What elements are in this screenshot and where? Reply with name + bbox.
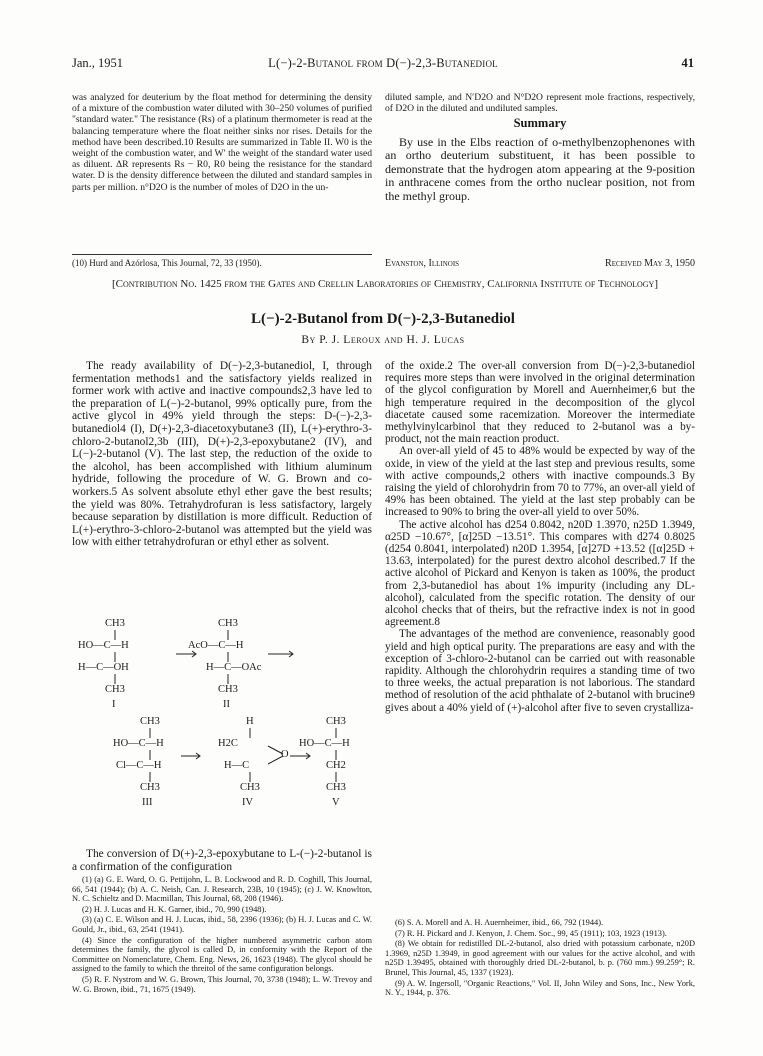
ch3-label: CH3 — [240, 782, 260, 793]
ch3-label: CH3 — [105, 618, 125, 629]
right-footnotes — [385, 918, 695, 999]
running-header — [72, 56, 694, 74]
ch3-label: CH3 — [140, 782, 160, 793]
footnote: (2) H. J. Lucas and H. K. Garner, ibid., 70, 990 (1948). — [82, 904, 267, 914]
header-title: L(−)-2-Butanol from D(−)-2,3-Butanediol — [268, 56, 498, 70]
cl-c-h-label: Cl—C—H — [116, 760, 162, 771]
ch2-label: CH2 — [326, 760, 346, 771]
footnote: (3) (a) C. E. Wilson and H. J. Lucas, ibid., 58, 2396 (1936); (b) H. J. Lucas and C. W. Gould, Jr., ibid., 63, 2541 (1941). — [72, 915, 372, 934]
ch3-label: CH3 — [218, 684, 238, 695]
h-label: H — [246, 716, 254, 727]
ho-c-h-label: HO—C—H — [78, 640, 129, 651]
compound-label-I: I — [112, 699, 116, 710]
left-body — [72, 360, 372, 549]
compound-label-IV: IV — [242, 797, 254, 808]
footnote: (6) S. A. Morell and A. H. Auernheimer, ibid., 66, 792 (1944). — [395, 918, 604, 927]
top-right-column — [385, 92, 695, 204]
footnote: (9) A. W. Ingersoll, "Organic Reactions," Vol. II, John Wiley and Sons, Inc., New York, N. Y., 1944, p. 376. — [385, 978, 695, 998]
left-footnotes — [72, 875, 372, 995]
reaction-bonds — [78, 618, 378, 843]
compound-label-III: III — [142, 797, 153, 808]
ch3-label: CH3 — [140, 716, 160, 727]
left-paragraph-2: The conversion of D(+)-2,3-epoxybutane to L-(−)-2-butanol is a confirmation of the configuration — [72, 848, 372, 873]
left-body-continued — [72, 848, 372, 873]
summary-heading: Summary — [513, 116, 567, 131]
right-paragraph-1: of the oxide.2 The over-all conversion from D(−)-2,3-butanediol requires more steps than were involved in the original determination of the glycol configuration by Morell and Auernheimer,6 but the high temperature required in the decomposition of the glycol diacetate caused some racemization. Moreover the intermediate methylvinylcarbinol that they reduced to 2-butanol was a by-product, not the main reaction product. — [385, 360, 695, 446]
signature-location: Evanston, Illinois — [385, 258, 460, 269]
page-number: 41 — [681, 56, 694, 70]
h-c-oh-label: H—C—OH — [78, 662, 129, 673]
right-paragraph-4: The advantages of the method are convenience, reasonably good yield and high optical purity. The preparations are easy and with the exception of 3-chloro-2-butanol can be carried out with reasonable rapidity. Although the chlorohydrin requires a standing time of two to three weeks, the actual preparation is not laborious. The standard method of resolution of the acid phthalate of 2-butanol with brucine9 gives about a 40% yield of (+)-alcohol after five to seven crystalliza- — [385, 628, 695, 714]
h-c-oac-label: H—C—OAc — [206, 662, 262, 673]
compound-label-II: II — [223, 699, 230, 710]
summary-text: By use in the Elbs reaction of o-methylbenzophenones with an ortho deuterium substituent, it has been possible to demonstrate that the hydrogen atom appearing at the 9-position in anthracene comes from the ortho nuclear position, not from the methyl group. — [385, 134, 695, 203]
ch3-label: CH3 — [326, 716, 346, 727]
right-body — [385, 360, 695, 714]
hc-label: H—C — [224, 760, 250, 771]
right-paragraph-3: The active alcohol has d254 0.8042, n20D 1.3970, n25D 1.3949, α25D −10.67°, [α]25D −13.51°. This compares with d274 0.8025 (d254 0.8041, interpolated) n20D 1.3954, [α]27D +13.52 ([α]25D + 13.63, interpolated) for the purest dextro alcohol described.7 If the active alcohol of Pickard and Kenyon is taken as 100%, the product from 2,3-butanediol has about 1% impurity (including any DL-alcohol), calculated from the specific rotation. The density of our alcohol checks that of theirs, but the refractive index is not in good agreement.8 — [385, 518, 695, 629]
compound-label-V: V — [332, 797, 340, 808]
ho-c-h-label: HO—C—H — [299, 738, 350, 749]
aco-c-h-label: AcO—C—H — [188, 640, 244, 651]
footnote-10: (10) Hurd and Azórlosa, This Journal, 72, 33 (1950). — [72, 258, 262, 268]
reaction-scheme — [78, 618, 378, 843]
h2c-label: H2C — [218, 738, 238, 749]
top-left-column — [72, 92, 372, 193]
footnote-rule — [72, 254, 372, 255]
ch3-label: CH3 — [218, 618, 238, 629]
footnote: (5) R. F. Nystrom and W. G. Brown, This Journal, 70, 3738 (1948); L. W. Trevoy and W. G. Brown, ibid., 71, 1675 (1949). — [72, 974, 372, 994]
top-left-text: was analyzed for deuterium by the float method for determining the density of a mixture of the combustion water diluted with 30–250 volumes of purified "standard water." The resistance (Rs) of a platinum thermometer is read at the balancing temperature where the float neither sinks nor rises. Details for the method have been described.10 Results are summarized in Table II. W0 is the weight of the combustion water, and W′ the weight of the standard water used as diluent. ΔR represents Rs − R0, R0 being the resistance for the standard water. D is the density difference between the diluted and standard samples in parts per million. n°D2O is the number of moles of D2O in the un- — [72, 92, 373, 193]
contribution-note: [Contribution No. 1425 from the Gates and Crellin Laboratories of Chemistry, California Institute of Technology] — [112, 278, 658, 290]
footnote: (8) We obtain for redistilled DL-2-butanol, also dried with potassium carbonate, n20D 1.3969, n25D 1.3949, in good agreement with our values for the active alcohol, and with n25D 1.39495, obtained with thoroughly dried DL-2-butanol, b. p. (760 mm.) 99.259°; R. Brunel, This Journal, 45, 1337 (1923). — [385, 939, 695, 977]
footnote: (7) R. H. Pickard and J. Kenyon, J. Chem. Soc., 99, 45 (1911); 103, 1923 (1913). — [395, 928, 667, 938]
o-label: O — [281, 749, 289, 760]
footnote: (1) (a) G. E. Ward, O. G. Pettijohn, L. B. Lockwood and R. D. Coghill, This Journal, 66, 541 (1944); (b) A. C. Neish, Can. J. Research, 23B, 10 (1945); (c) J. W. Knowlton, N. C. Schieltz and D. Macmillan, This Journal, 68, 208 (1946). — [72, 875, 372, 904]
byline: By P. J. Leroux and H. J. Lucas — [301, 334, 465, 346]
top-right-text: diluted sample, and N′D2O and N°D2O represent mole fractions, respectively, of D2O in the diluted and undiluted samples. — [385, 92, 695, 115]
header-date: Jan., 1951 — [72, 56, 124, 70]
right-paragraph-2: An over-all yield of 45 to 48% would be expected by way of the oxide, in view of the yield at the last step and previous results, some with active compounds,2 others with inactive compounds.3 By raising the yield of chlorohydrin from 70 to 77%, an over-all yield of 49% has been obtained. The yield at the last step probably can be increased to 90% to bring the over-all yield to over 50%. — [385, 445, 695, 519]
ch3-label: CH3 — [326, 782, 346, 793]
ch3-label: CH3 — [105, 684, 125, 695]
article-title: L(−)-2-Butanol from D(−)-2,3-Butanediol — [251, 311, 515, 327]
footnote: (4) Since the configuration of the higher numbered asymmetric carbon atom determines the family, the glycol is called D, in conformity with the Report of the Committee on Nomenclature, Chem. Eng. News, 26, 1623 (1948). The glycol should be assigned to the family to which the threitol of the same configuration belongs. — [72, 935, 372, 974]
ho-c-h-label: HO—C—H — [113, 738, 164, 749]
left-paragraph-1: The ready availability of D(−)-2,3-butanediol, I, through fermentation methods1 and the satisfactory yields realized in former work with active and inactive compounds2,3 have led to the preparation of L(−)-2-butanol, 99% optically pure, from the active glycol in 49% yield through the steps: D-(−)-2,3-butanediol4 (I), D(+)-2,3-diacetoxybutane3 (II), L(+)-erythro-3-chloro-2-butanol2,3b (III), D(+)-2,3-epoxybutane2 (IV), and L(−)-2-butanol (V). The last step, the reduction of the oxide to the alcohol, has been accomplished with lithium aluminum hydride, following the procedure of W. G. Brown and co-workers.5 As solvent absolute ethyl ether gave the best results; the yield was 80%. Tetrahydrofuran is less satisfactory, largely because separation by distillation is more difficult. Reduction of L(+)-erythro-3-chloro-2-butanol was attempted but the yield was low with either tetrahydrofuran or ethyl ether as solvent. — [72, 360, 372, 549]
signature-received: Received May 3, 1950 — [605, 258, 695, 269]
